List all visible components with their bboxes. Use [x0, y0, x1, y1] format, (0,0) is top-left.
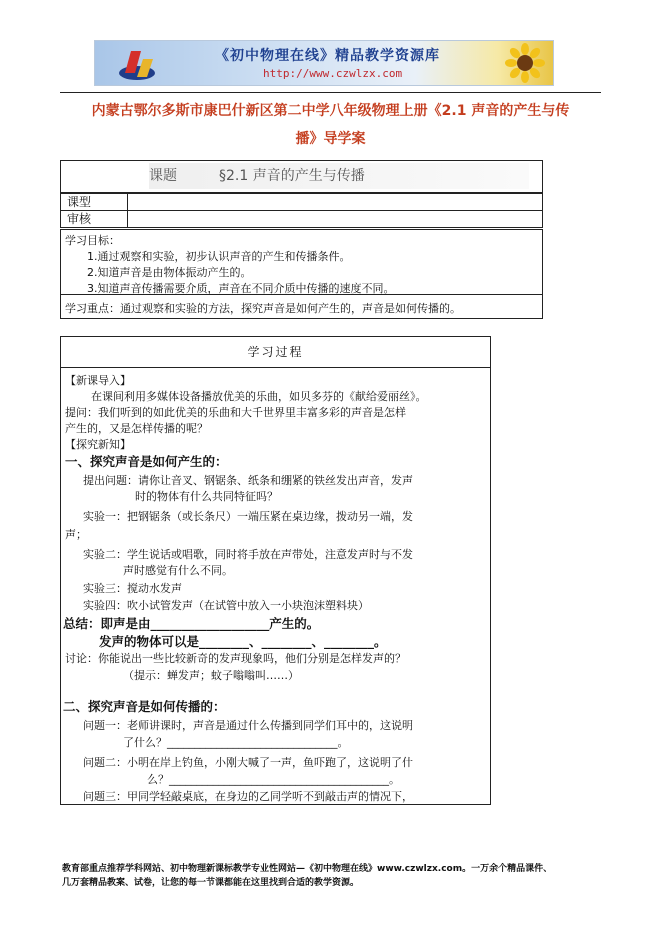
- banner-title: 《初中物理在线》精品教学资源库: [215, 48, 440, 64]
- course-label: 课题: [149, 168, 177, 184]
- banner-url[interactable]: http://www.czwlzx.com: [263, 67, 403, 80]
- document-title: [60, 97, 601, 153]
- footer-line-1: 教育部重点推荐学科网站、初中物理新课标教学专业性网站—《初中物理在线》www.czwlzx.com。一万余个精品课件、: [62, 864, 553, 874]
- part2-title: 二、探究声音是如何传播的：: [63, 699, 226, 714]
- experiment-2-cont: 声时感觉有什么不同。: [123, 564, 233, 577]
- intro-question-cont: 产生的，又是怎样传播的呢？: [65, 422, 208, 435]
- page-footer: [62, 862, 602, 890]
- sunflower-icon: [503, 43, 547, 85]
- learning-process: [60, 336, 491, 805]
- title-line-2: 播》导学案: [295, 131, 366, 147]
- question-line-cont: 时的物体有什么共同特征吗？: [135, 490, 278, 503]
- explore-tag: 【探究新知】: [65, 438, 131, 451]
- course-row: [60, 160, 543, 193]
- process-heading: 学习过程: [61, 337, 490, 368]
- problem-1: 问题一：老师讲课时，声音是通过什么传播到同学们耳中的，这说明: [83, 719, 413, 732]
- experiment-1-cont: 声；: [65, 528, 87, 541]
- objectives-heading: 学习目标：: [65, 234, 120, 247]
- experiment-4: 实验四：吹小试管发声（在试管中放入一小块泡沫塑料块）: [83, 599, 369, 612]
- review-value[interactable]: [127, 210, 543, 228]
- summary-line: 总结：即声是由___________________产生的。: [63, 616, 320, 631]
- problem-2-blank: 么？________________________________________。: [147, 773, 400, 786]
- objective-item: 3.知道声音传播需要介质，声音在不同介质中传播的速度不同。: [87, 282, 395, 295]
- footer-line-2: 几万套精品教案、试卷，让您的每一节课都能在这里找到合适的教学资源。: [62, 878, 360, 888]
- experiment-2: 实验二：学生说话或唱歌，同时将手放在声带处，注意发声时与不发: [83, 548, 413, 561]
- problem-1-blank: 了什么？_______________________________。: [123, 736, 349, 749]
- course-banner: [149, 163, 529, 189]
- objective-item: 1.通过观察和实验，初步认识声音的产生和传播条件。: [87, 250, 351, 263]
- learning-objectives: [60, 229, 543, 295]
- discussion: 讨论：你能说出一些比较新奇的发声现象吗，他们分别是怎样发声的？: [65, 652, 406, 665]
- objective-item: 2.知道声音是由物体振动产生的。: [87, 266, 252, 279]
- key-points: [60, 294, 543, 319]
- summary-sources: 发声的物体可以是________、________、________。: [99, 634, 387, 649]
- course-type-label: 课型: [60, 193, 128, 211]
- experiment-3: 实验三：搅动水发声: [83, 582, 182, 595]
- question-line: 提出问题：请你让音叉、钢锯条、纸条和绷紧的铁丝发出声音，发声: [83, 474, 413, 487]
- logo-icon: [117, 47, 163, 83]
- intro-tag: 【新课导入】: [65, 374, 131, 387]
- discussion-hint: （提示：蝉发声；蚊子嗡嗡叫……）: [123, 669, 299, 682]
- header-rule: [60, 92, 601, 93]
- intro-text: 在课间利用多媒体设备播放优美的乐曲，如贝多芬的《献给爱丽丝》。: [91, 390, 427, 403]
- experiment-1: 实验一：把钢锯条（或长条尺）一端压紧在桌边缘，拨动另一端，发: [83, 510, 413, 523]
- review-label: 审核: [60, 210, 128, 228]
- title-line-1: 内蒙古鄂尔多斯市康巴什新区第二中学八年级物理上册《2.1 声音的产生与传: [91, 103, 570, 119]
- problem-2: 问题二：小明在岸上钓鱼，小刚大喊了一声，鱼吓跑了，这说明了什: [83, 756, 413, 769]
- site-banner: [94, 40, 554, 86]
- course-type-value[interactable]: [127, 193, 543, 211]
- intro-question: 提问：我们听到的如此优美的乐曲和大千世界里丰富多彩的声音是怎样: [65, 406, 406, 419]
- course-value: §2.1 声音的产生与传播: [219, 168, 365, 184]
- key-points-text: 学习重点：通过观察和实验的方法，探究声音是如何产生的，声音是如何传播的。: [65, 302, 461, 315]
- problem-3: 问题三：甲同学轻敲桌底，在身边的乙同学听不到敲击声的情况下，: [83, 790, 413, 803]
- part1-title: 一、探究声音是如何产生的：: [65, 454, 228, 469]
